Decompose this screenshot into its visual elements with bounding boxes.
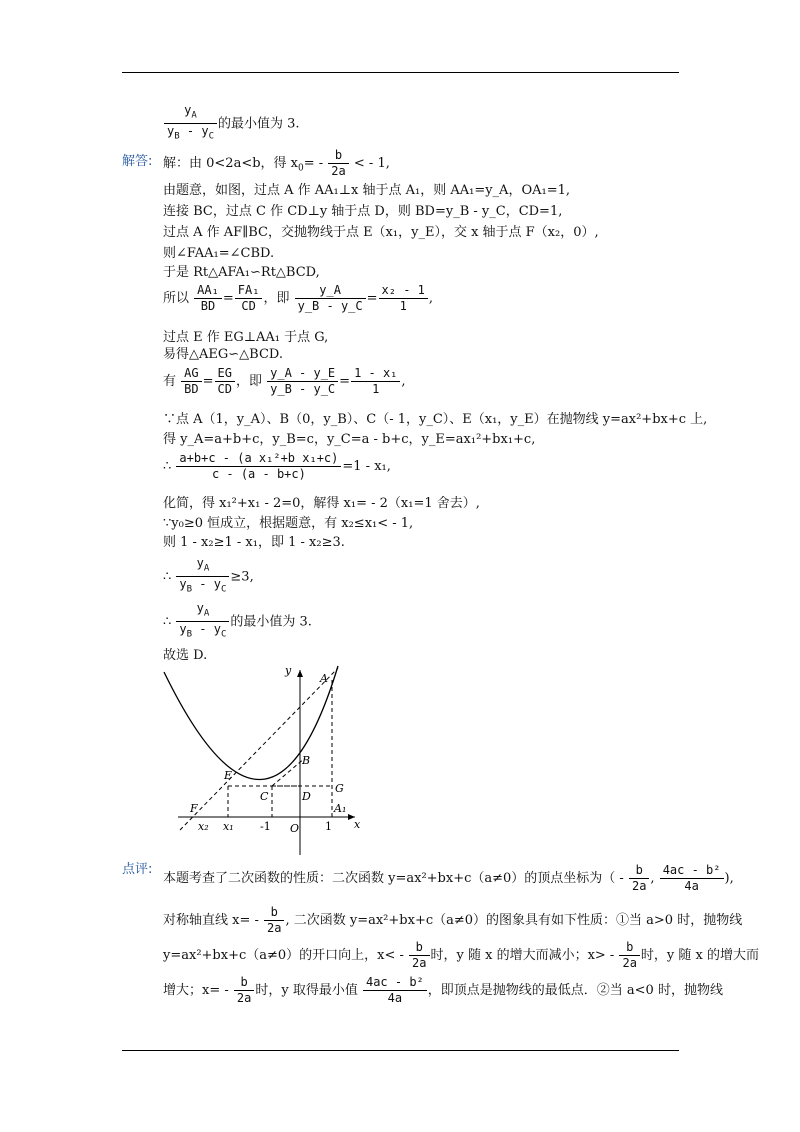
solution-line-10: 有 $\frac{AG}{BD}$ = $\frac{EG}{CD}$ ，即 $\frac{y\_A - y\_E}{y\_B - y\_C}$ = $\frac{\text{1 - x₁}}{1}$ , — [163, 366, 406, 396]
top-fraction-line: $\frac{y_A}{y_B - y_C}$ 的最小值为 3. — [163, 103, 300, 145]
comment-line-1: 本题考查了二次函数的性质：二次函数 y=ax²+bx+c（a≠0）的顶点坐标为（ - $\frac{b}{2a}$ , $\frac{\text{4ac - b²}}{4a}$ ), — [163, 863, 734, 893]
comment-line-3: y=ax²+bx+c（a≠0）的开口向上，x< - $\frac{b}{2a}$ 时，y 随 x 的增大而减小；x> - $\frac{b}{2a}$ 时，y 随 x 的增大而 — [163, 940, 759, 970]
answer-label: 解答: — [122, 154, 153, 169]
label-a: A — [320, 672, 328, 685]
label-y: y — [285, 664, 292, 677]
label-x1: x₁ — [223, 820, 234, 833]
label-d: D — [302, 790, 311, 803]
solution-line-18: ∴ $\frac{y_A}{y_B - y_C}$ 的最小值为 3. — [163, 601, 312, 640]
y-axis-arrow — [297, 670, 303, 677]
footer-rule — [122, 1050, 679, 1051]
fraction-ya-over-yb-yc: $\frac{y_A}{y_B - y_C}$ — [164, 103, 217, 145]
solution-line-1: 解：由 0<2a<b，得 $x_0=$ - $\frac{b}{2a}$ < - 1, — [163, 148, 390, 178]
solution-line-3: 连接 BC，过点 C 作 CD⊥y 轴于点 D，则 BD=y_B - y_C，CD=1, — [163, 204, 563, 219]
solution-line-15: ∵y₀≥0 恒成立，根据题意，有 x₂≤x₁< - 1, — [163, 516, 414, 531]
label-f: F — [190, 802, 198, 815]
label-x: x — [354, 818, 361, 831]
solution-line-8: 过点 E 作 EG⊥AA₁ 于点 G, — [163, 330, 329, 345]
label-g: G — [335, 782, 344, 795]
label-minus1: -1 — [260, 820, 271, 833]
comment-label: 点评: — [122, 862, 153, 877]
solution-line-7: 所以 $\frac{\text{AA₁}}{BD}$ = $\frac{\text{FA₁}}{CD}$ ，即 $\frac{y\_A}{y\_B - y\_C}$ = $\frac{\text{x₂ - 1}}{1}$ , — [163, 283, 434, 313]
parabola-curve — [164, 666, 338, 780]
comment-line-2: 对称轴直线 x= - $\frac{b}{2a}$ , 二次函数 y=ax²+bx+c（a≠0）的图象具有如下性质：①当 a>0 时，抛物线 — [163, 905, 743, 935]
solution-line-2: 由题意，如图，过点 A 作 AA₁⊥x 轴于点 A₁，则 AA₁=y_A，OA₁=1, — [163, 183, 570, 198]
label-x2: x₂ — [198, 820, 209, 833]
solution-line-11: ∵点 A（1，y_A）、B（0，y_B）、C（- 1，y_C）、E（x₁，y_E）在抛物线 y=ax²+bx+c 上, — [163, 412, 708, 427]
solution-line-19: 故选 D. — [163, 648, 208, 663]
solution-line-6: 于是 Rt△AFA₁∽Rt△BCD, — [163, 265, 320, 280]
solution-line-17: ∴ $\frac{y_A}{y_B - y_C}$ ≥3, — [163, 556, 254, 595]
header-rule — [122, 72, 679, 73]
solution-line-5: 则∠FAA₁=∠CBD. — [163, 246, 275, 261]
label-b: B — [302, 754, 311, 767]
line-fa — [180, 668, 338, 830]
solution-line-4: 过点 A 作 AF∥BC，交抛物线于点 E（x₁，y_E），交 x 轴于点 F（x₂，0）, — [163, 225, 599, 240]
solution-line-16: 则 1 - x₂≥1 - x₁，即 1 - x₂≥3. — [163, 535, 345, 550]
parabola-graph — [160, 660, 370, 860]
label-o: O — [290, 822, 300, 835]
solution-line-9: 易得△AEG∽△BCD. — [163, 347, 283, 362]
solution-line-13: ∴ $\frac{\text{a+b+c - (a x₁²+b x₁+c)}}{c - (a - b+c)}$ =1 - x₁, — [163, 451, 391, 481]
solution-line-14: 化简，得 x₁²+x₁ - 2=0，解得 x₁= - 2（x₁=1 舍去）, — [163, 496, 480, 511]
label-e: E — [224, 769, 233, 782]
solution-line-12: 得 y_A=a+b+c，y_B=c，y_C=a - b+c，y_E=ax₁²+bx₁+c, — [163, 432, 536, 447]
label-c: C — [260, 790, 269, 803]
label-a1: A₁ — [334, 802, 347, 815]
label-one: 1 — [325, 820, 332, 833]
comment-line-4: 增大；x= - $\frac{b}{2a}$ 时，y 取得最小值 $\frac{\text{4ac - b²}}{4a}$ ，即顶点是抛物线的最低点．②当 a<0 时，抛物线 — [163, 975, 723, 1005]
